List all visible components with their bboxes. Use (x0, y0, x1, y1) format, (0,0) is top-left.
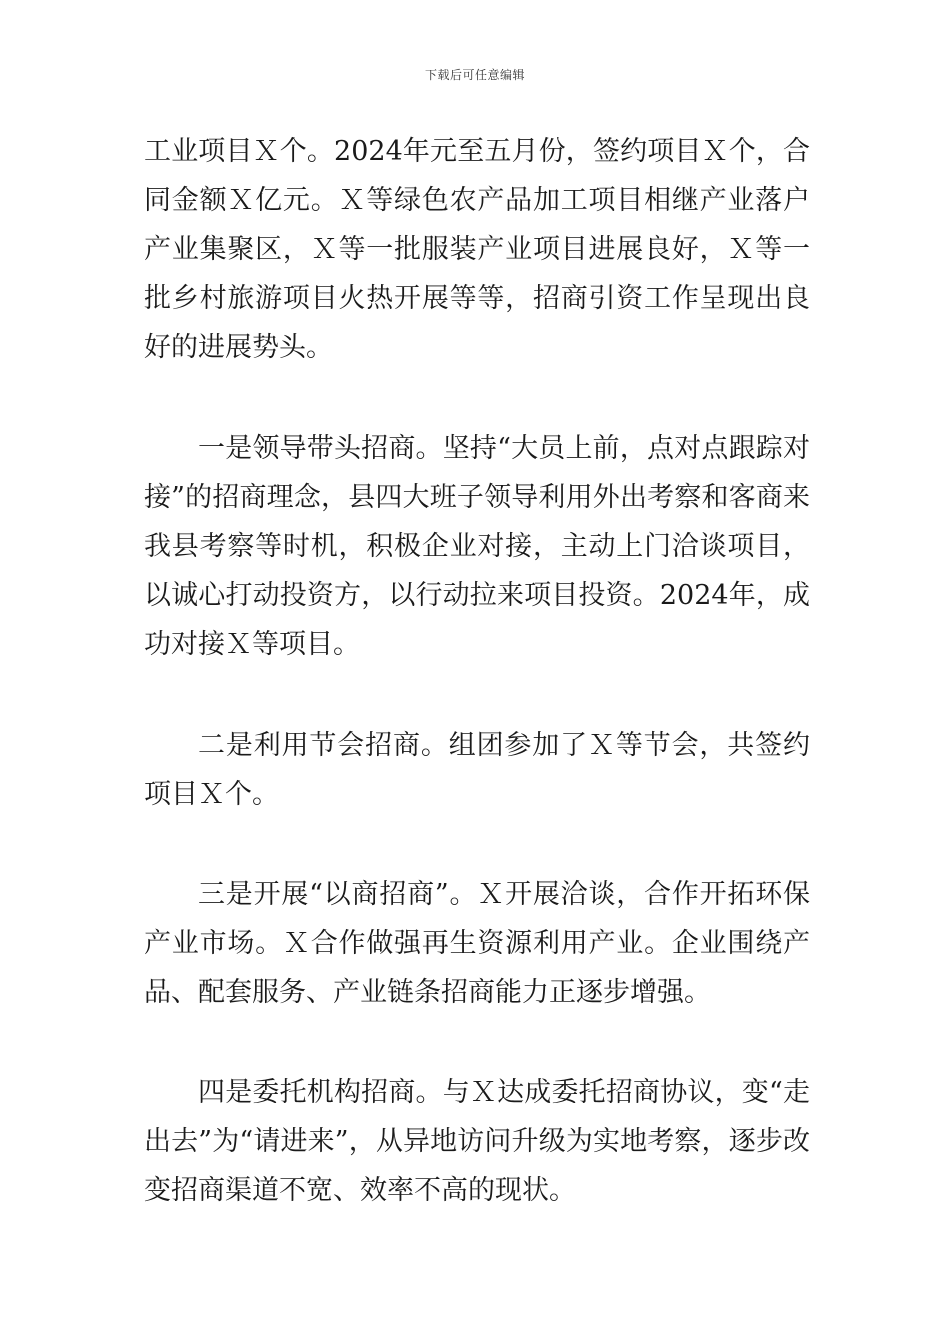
header-note: 下载后可任意编辑 (424, 68, 525, 82)
document-body (144, 127, 810, 1215)
paragraph-leader-investment: 一是领导带头招商。坚持“大员上前，点对点跟踪对接”的招商理念，县四大班子领导利用外出考察和客商来我县考察等时机，积极企业对接，主动上门洽谈项目，以诚心打动投资方，以行动拉来项目投资。2024年，成功对接Ｘ等项目。 (144, 433, 810, 660)
paragraph-agency-investment: 四是委托机构招商。与Ｘ达成委托招商协议，变“走出去”为“请进来”，从异地访问升级为实地考察，逐步改变招商渠道不宽、效率不高的现状。 (144, 1077, 810, 1206)
paragraph-festival-investment: 二是利用节会招商。组团参加了Ｘ等节会，共签约项目Ｘ个。 (144, 730, 810, 810)
paragraph-intro: 工业项目Ｘ个。2024年元至五月份，签约项目Ｘ个，合同金额Ｘ亿元。Ｘ等绿色农产品加工项目相继产业落户产业集聚区，Ｘ等一批服装产业项目进展良好，Ｘ等一批乡村旅游项目火热开展等等，招商引资工作呈现出良好的进展势头。 (144, 136, 810, 363)
paragraph-business-investment: 三是开展“以商招商”。Ｘ开展洽谈，合作开拓环保产业市场。Ｘ合作做强再生资源利用产业。企业围绕产品、配套服务、产业链条招商能力正逐步增强。 (144, 879, 810, 1008)
